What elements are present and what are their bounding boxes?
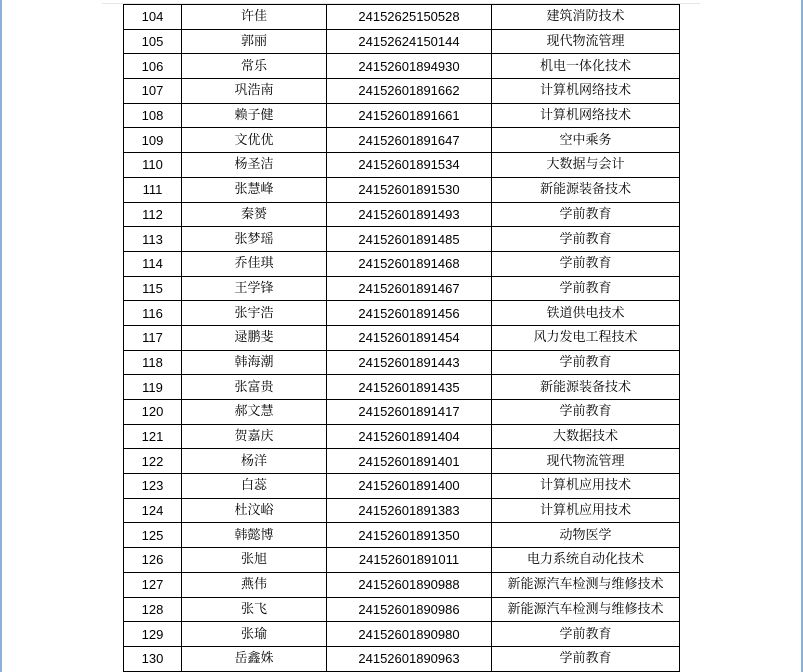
student-id-cell: 24152601890986 xyxy=(327,597,492,622)
table-row xyxy=(124,177,680,202)
student-id-cell: 24152601891661 xyxy=(327,103,492,128)
student-id-cell: 24152601891417 xyxy=(327,400,492,425)
student-name-cell: 赖子健 xyxy=(182,103,327,128)
row-number-cell: 123 xyxy=(124,474,182,499)
student-name-cell: 杨圣洁 xyxy=(182,153,327,178)
major-cell: 计算机应用技术 xyxy=(492,474,680,499)
table-row xyxy=(124,424,680,449)
table-row xyxy=(124,474,680,499)
student-id-cell: 24152601894930 xyxy=(327,54,492,79)
major-cell: 计算机网络技术 xyxy=(492,103,680,128)
table-row xyxy=(124,572,680,597)
table-row xyxy=(124,276,680,301)
row-number-cell: 116 xyxy=(124,301,182,326)
student-name-cell: 张富贵 xyxy=(182,375,327,400)
student-id-cell: 24152601890963 xyxy=(327,646,492,671)
student-id-cell: 24152601891435 xyxy=(327,375,492,400)
student-name-cell: 许佳 xyxy=(182,5,327,30)
student-name-cell: 王学锋 xyxy=(182,276,327,301)
major-cell: 新能源装备技术 xyxy=(492,177,680,202)
row-number-cell: 109 xyxy=(124,128,182,153)
student-name-cell: 韩懿博 xyxy=(182,523,327,548)
major-cell: 电力系统自动化技术 xyxy=(492,548,680,573)
table-row xyxy=(124,597,680,622)
roster-table-body xyxy=(124,5,680,672)
student-name-cell: 韩海潮 xyxy=(182,350,327,375)
student-name-cell: 岳鑫姝 xyxy=(182,646,327,671)
student-name-cell: 文优优 xyxy=(182,128,327,153)
student-name-cell: 杨洋 xyxy=(182,449,327,474)
table-row xyxy=(124,622,680,647)
student-id-cell: 24152601891011 xyxy=(327,548,492,573)
major-cell: 机电一体化技术 xyxy=(492,54,680,79)
student-name-cell: 贺嘉庆 xyxy=(182,424,327,449)
table-row xyxy=(124,227,680,252)
student-id-cell: 24152624150144 xyxy=(327,29,492,54)
row-number-cell: 130 xyxy=(124,646,182,671)
window-frame-left xyxy=(0,0,2,672)
student-id-cell: 24152601891493 xyxy=(327,202,492,227)
student-roster-table xyxy=(123,4,680,672)
student-id-cell: 24152601891647 xyxy=(327,128,492,153)
row-number-cell: 128 xyxy=(124,597,182,622)
student-name-cell: 张梦瑶 xyxy=(182,227,327,252)
table-row xyxy=(124,153,680,178)
student-name-cell: 燕伟 xyxy=(182,572,327,597)
table-row xyxy=(124,375,680,400)
major-cell: 计算机应用技术 xyxy=(492,498,680,523)
table-row xyxy=(124,128,680,153)
row-number-cell: 117 xyxy=(124,325,182,350)
row-number-cell: 107 xyxy=(124,79,182,104)
row-number-cell: 108 xyxy=(124,103,182,128)
row-number-cell: 125 xyxy=(124,523,182,548)
student-name-cell: 郝文慧 xyxy=(182,400,327,425)
table-row xyxy=(124,54,680,79)
row-number-cell: 114 xyxy=(124,251,182,276)
major-cell: 学前教育 xyxy=(492,646,680,671)
major-cell: 学前教育 xyxy=(492,622,680,647)
row-number-cell: 129 xyxy=(124,622,182,647)
table-row xyxy=(124,523,680,548)
row-number-cell: 120 xyxy=(124,400,182,425)
major-cell: 动物医学 xyxy=(492,523,680,548)
student-id-cell: 24152601891350 xyxy=(327,523,492,548)
major-cell: 新能源汽车检测与维修技术 xyxy=(492,597,680,622)
row-number-cell: 126 xyxy=(124,548,182,573)
student-id-cell: 24152601891662 xyxy=(327,79,492,104)
row-number-cell: 106 xyxy=(124,54,182,79)
student-id-cell: 24152601891468 xyxy=(327,251,492,276)
row-number-cell: 118 xyxy=(124,350,182,375)
major-cell: 大数据技术 xyxy=(492,424,680,449)
row-number-cell: 112 xyxy=(124,202,182,227)
table-row xyxy=(124,350,680,375)
table-row xyxy=(124,449,680,474)
row-number-cell: 115 xyxy=(124,276,182,301)
major-cell: 风力发电工程技术 xyxy=(492,325,680,350)
student-id-cell: 24152601891443 xyxy=(327,350,492,375)
student-id-cell: 24152601891383 xyxy=(327,498,492,523)
student-name-cell: 张旭 xyxy=(182,548,327,573)
student-id-cell: 24152601891485 xyxy=(327,227,492,252)
student-id-cell: 24152601890988 xyxy=(327,572,492,597)
row-number-cell: 104 xyxy=(124,5,182,30)
table-row xyxy=(124,103,680,128)
major-cell: 学前教育 xyxy=(492,202,680,227)
table-row xyxy=(124,548,680,573)
major-cell: 建筑消防技术 xyxy=(492,5,680,30)
student-name-cell: 杜汶峪 xyxy=(182,498,327,523)
student-id-cell: 24152625150528 xyxy=(327,5,492,30)
row-number-cell: 127 xyxy=(124,572,182,597)
table-row xyxy=(124,400,680,425)
major-cell: 现代物流管理 xyxy=(492,29,680,54)
student-id-cell: 24152601891534 xyxy=(327,153,492,178)
row-number-cell: 124 xyxy=(124,498,182,523)
student-id-cell: 24152601890980 xyxy=(327,622,492,647)
table-row xyxy=(124,5,680,30)
student-name-cell: 常乐 xyxy=(182,54,327,79)
table-row xyxy=(124,646,680,671)
row-number-cell: 119 xyxy=(124,375,182,400)
student-id-cell: 24152601891467 xyxy=(327,276,492,301)
row-number-cell: 110 xyxy=(124,153,182,178)
student-name-cell: 郭丽 xyxy=(182,29,327,54)
row-number-cell: 113 xyxy=(124,227,182,252)
student-name-cell: 乔佳琪 xyxy=(182,251,327,276)
major-cell: 学前教育 xyxy=(492,251,680,276)
table-row xyxy=(124,301,680,326)
row-number-cell: 121 xyxy=(124,424,182,449)
student-id-cell: 24152601891401 xyxy=(327,449,492,474)
document-page xyxy=(123,4,680,672)
major-cell: 学前教育 xyxy=(492,227,680,252)
student-id-cell: 24152601891404 xyxy=(327,424,492,449)
student-name-cell: 张瑜 xyxy=(182,622,327,647)
student-name-cell: 张慧峰 xyxy=(182,177,327,202)
major-cell: 铁道供电技术 xyxy=(492,301,680,326)
student-name-cell: 张宇浩 xyxy=(182,301,327,326)
table-row xyxy=(124,325,680,350)
student-name-cell: 张飞 xyxy=(182,597,327,622)
major-cell: 新能源装备技术 xyxy=(492,375,680,400)
student-name-cell: 逯鹏斐 xyxy=(182,325,327,350)
table-row xyxy=(124,251,680,276)
major-cell: 现代物流管理 xyxy=(492,449,680,474)
major-cell: 计算机网络技术 xyxy=(492,79,680,104)
student-id-cell: 24152601891530 xyxy=(327,177,492,202)
row-number-cell: 111 xyxy=(124,177,182,202)
row-number-cell: 122 xyxy=(124,449,182,474)
major-cell: 学前教育 xyxy=(492,276,680,301)
student-id-cell: 24152601891400 xyxy=(327,474,492,499)
table-row xyxy=(124,202,680,227)
major-cell: 大数据与会计 xyxy=(492,153,680,178)
student-id-cell: 24152601891454 xyxy=(327,325,492,350)
student-name-cell: 白蕊 xyxy=(182,474,327,499)
table-row xyxy=(124,29,680,54)
table-row xyxy=(124,79,680,104)
student-name-cell: 秦赟 xyxy=(182,202,327,227)
major-cell: 学前教育 xyxy=(492,350,680,375)
major-cell: 空中乘务 xyxy=(492,128,680,153)
student-id-cell: 24152601891456 xyxy=(327,301,492,326)
row-number-cell: 105 xyxy=(124,29,182,54)
student-name-cell: 巩浩南 xyxy=(182,79,327,104)
major-cell: 学前教育 xyxy=(492,400,680,425)
table-row xyxy=(124,498,680,523)
major-cell: 新能源汽车检测与维修技术 xyxy=(492,572,680,597)
